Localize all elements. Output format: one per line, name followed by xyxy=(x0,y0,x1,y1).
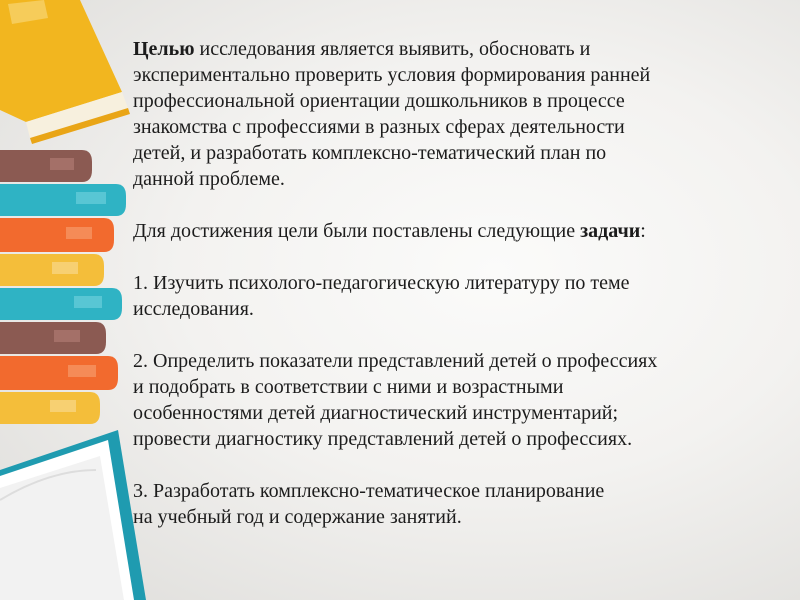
open-book-icon xyxy=(0,430,146,600)
tasks-label: задачи xyxy=(580,220,641,242)
task-item-1: 1. Изучить психолого-педагогическую литературу по теме исследования. xyxy=(133,272,630,320)
top-book-icon xyxy=(0,0,130,144)
book-stack-icon xyxy=(0,150,126,424)
goal-paragraph xyxy=(133,36,783,192)
tasks-intro-colon: : xyxy=(640,220,646,242)
slide-text xyxy=(133,36,783,530)
task-item-2: 2. Определить показатели представлений детей о профессиях и подобрать в соответствии с ними и возрастными особенностями детей диагностический инструментарий; провести диагностику представлений детей о профессиях. xyxy=(133,350,658,450)
tasks-intro xyxy=(133,218,783,244)
task-item-3: 3. Разработать комплексно-тематическое планирование на учебный год и содержание занятий. xyxy=(133,480,605,528)
tasks-intro-text: Для достижения цели были поставлены следующие xyxy=(133,220,581,242)
goal-label: Целью xyxy=(133,38,195,60)
goal-text: исследования является выявить, обосновать и экспериментально проверить условия формирования ранней профессиональной ориентации дошкольников в процессе знакомства с профессиями в разных сферах деятельности детей, и разработать комплексно-тематический план по данной проблеме. xyxy=(133,38,651,190)
